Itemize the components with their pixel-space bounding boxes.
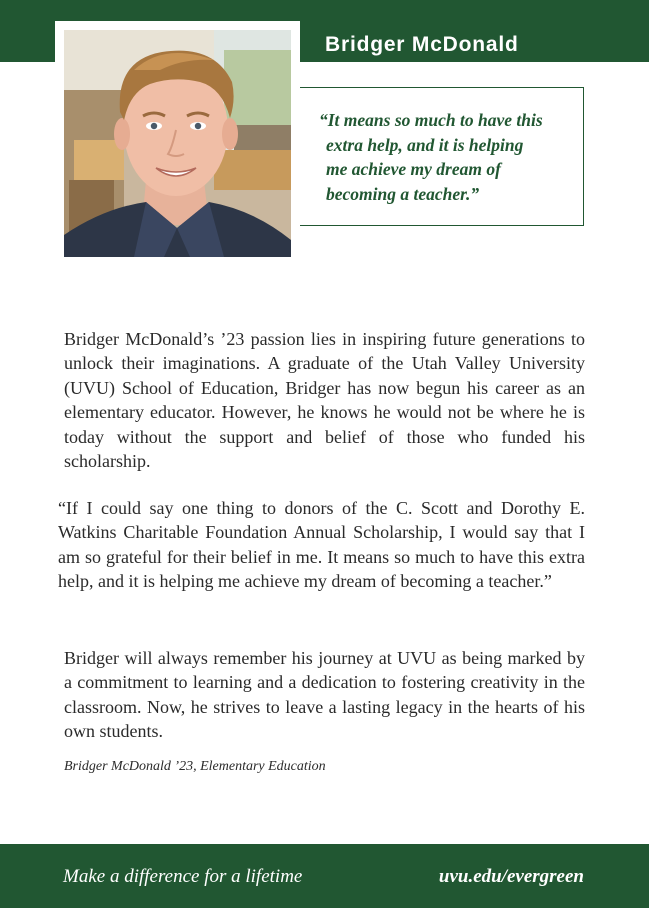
portrait-photo xyxy=(64,30,291,257)
pull-quote xyxy=(319,108,569,206)
attribution: Bridger McDonald ’23, Elementary Education xyxy=(64,759,326,774)
body-paragraph: Bridger McDonald’s ’23 passion lies in inspiring future generations to unlock their imaginations. A graduate of the Utah Valley University (UVU) School of Education, Bridger has now begun his career as an elementary educator. However, he knows he would not be where he is today without the support and belief of those who funded his scholarship. xyxy=(64,329,585,472)
body-paragraph-quote: “If I could say one thing to donors of the C. Scott and Dorothy E. Watkins Charitable Foundation Annual Scholarship, I would say that I am so grateful for their belief in me. It means so much to have this extra help, and it is helping me achieve my dream of becoming a teacher.” xyxy=(58,498,585,592)
footer-tagline: Make a difference for a lifetime xyxy=(63,866,303,887)
pull-quote-line: me achieve my dream of xyxy=(326,159,501,179)
footer-band xyxy=(0,844,649,908)
pull-quote-line: becoming a teacher.” xyxy=(326,183,480,204)
pull-quote-box xyxy=(300,87,584,226)
photo-frame xyxy=(55,21,300,257)
pull-quote-line: “It means so much to have this xyxy=(319,110,543,130)
body-paragraph: Bridger will always remember his journey at UVU as being marked by a commitment to learning and a dedication to fostering creativity in the classroom. Now, he strives to leave a lasting legacy in the hearts of his own students. xyxy=(64,648,585,742)
profile-name: Bridger McDonald xyxy=(325,33,519,56)
pull-quote-line: extra help, and it is helping xyxy=(326,134,524,155)
footer-url-link[interactable]: uvu.edu/evergreen xyxy=(438,866,584,887)
